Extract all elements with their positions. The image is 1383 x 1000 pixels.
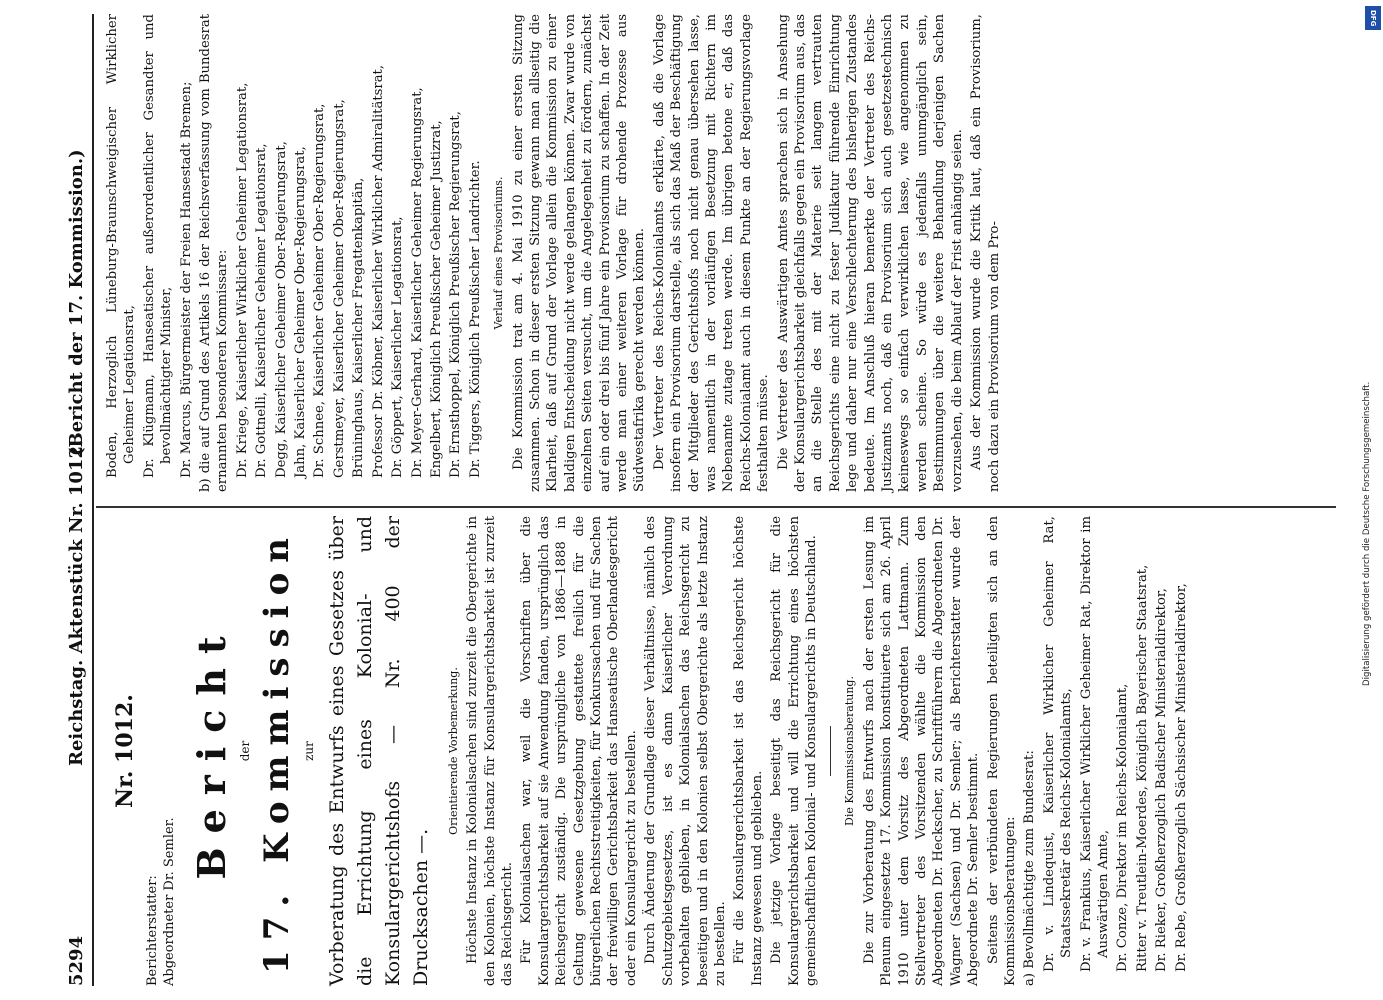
paragraph: Die jetzige Vorlage beseitigt das Reichsgericht für die Konsulargerichtsbarkeit und will die Errichtung eines höchsten gemeinschaftlichen Kolonial- und Konsulargerichts in Deutschland. <box>769 516 819 986</box>
list-heading: a) Bevollmächtigte zum Bundesrat: <box>1022 750 1038 986</box>
bericht-heading: Bericht <box>188 622 234 880</box>
paragraph: Seitens der verbündeten Regierungen beteiligten sich an den Kommissionsberatungen: <box>985 516 1018 986</box>
list-item: Dr. v. Lindequist, Kaiserlicher Wirklicher Geheimer Rat, Staatssekretär des Reichs-Kolonialamts, <box>1041 516 1075 972</box>
paragraph: Die Vertreter des Auswärtigen Amtes sprachen sich in Ansehung der Konsulargerichtsbarkeit gleichfalls gegen ein Provisorium aus, das an die Stelle des mit der Materie seit langem vertrauten Reichsgerichts eine nicht zu fester Judikatur führende Einrichtung lege und daher nur eine Verschlechterung des bisherigen Zustandes bedeute. Im Anschluß hieran bemerkte der Vertreter des Reichs-Justizamts noch, daß ein Provisorium sich auch gesetzestechnisch keineswegs so einfach verwirklichen lasse, wie angenommen zu werden scheine. So würde es jedenfalls unumgänglich sein, Bestimmungen über die weitere Behandlung derjenigen Sachen vorzusehen, die beim Ablauf der Frist anhängig seien. <box>775 14 965 492</box>
paragraph: Für Kolonialsachen war, weil die Vorschriften über die Konsulargerichtsbarkeit auf sie Anwendung fanden, ursprünglich das Reichsgericht zuständig. Die ursprüngliche von 1886—1888 in Geltung gewesene Gesetzgebung gestattete freilich für die bürgerlichen Rechtsstreitigkeiten, für Konkurssachen und für Sachen der freiwilligen Gerichtsbarkeit das Hanseatische Oberlandesgericht oder ein Konsulargericht zu bestellen. <box>519 516 639 986</box>
list-item: Professor Dr. Köbner, Kaiserlicher Wirklicher Admiralitätsrat, <box>370 64 386 478</box>
reporter-label: Berichterstatter: <box>145 875 160 986</box>
reporter-name: Abgeordneter Dr. Semler. <box>162 817 178 986</box>
list-item: Dr. Schnee, Kaiserlicher Geheimer Ober-Regierungsrat, <box>312 103 328 478</box>
list-item: Dr. Gottnelli, Kaiserlicher Geheimer Legationsrat, <box>254 143 270 478</box>
list-item: Dr. Göppert, Kaiserlicher Legationsrat, <box>390 216 406 478</box>
document-number: Nr. 1012. <box>112 694 138 808</box>
running-head: (Bericht der 17. Kommission.) <box>66 149 87 456</box>
section-rule <box>830 726 831 776</box>
list-item: Dr. Ernsthoppel, Königlich Preußischer Regierungsrat, <box>448 111 464 478</box>
header-rule <box>92 14 94 986</box>
list-item: Boden, Herzoglich Lüneburg-Braunschweigischer Wirklicher Geheimer Legationsrat, <box>105 14 138 478</box>
page-header <box>66 14 92 986</box>
list-item: Dr. v. Frankius, Kaiserlicher Wirklicher Geheimer Rat, Direktor im Auswärtigen Amte, <box>1078 516 1112 972</box>
deliberation-heading: Die Kommissionsberatung. <box>843 676 857 826</box>
digitization-credit: Digitalisierung gefördert durch die Deutsche Forschungsgemeinschaft. <box>1362 381 1372 686</box>
paragraph: Höchste Instanz in Kolonialsachen sind zurzeit die Obergerichte in den Kolonien, höchste Instanz für Konsulargerichtsbarkeit ist zurzeit das Reichsgericht. <box>465 516 516 986</box>
page-number: 5294 <box>66 935 87 986</box>
list-item: Degg, Kaiserlicher Geheimer Ober-Regierungsrat, <box>273 141 289 478</box>
paragraph: Die zur Vorberatung des Entwurfs nach der ersten Lesung im Plenum eingesetzte 17. Kommission konstituierte sich am 26. April 1910 unter dem Vorsitz des Abgeordneten Lattmann. Zum Stellvertreter des Vorsitzenden wählte die Kommission den Abgeordneten Dr. Heckscher, zu Schriftführern die Abgeordneten Dr. Wagner (Sachsen) und Dr. Semler; als Berichterstatter wurde der Abgeordnete Dr. Semler bestimmt. <box>861 516 982 986</box>
zur-label: zur <box>301 741 316 761</box>
list-item: Dr. Kriege, Kaiserlicher Wirklicher Geheimer Legationsrat, <box>234 82 250 478</box>
document-title: Reichstag. Aktenstück Nr. 1012. <box>66 439 87 766</box>
list-item: Dr. Rebe, Großherzoglich Sächsischer Ministerialdirektor, <box>1173 583 1189 972</box>
column-divider <box>96 506 1336 508</box>
right-column <box>104 14 1005 492</box>
left-column <box>104 516 1192 986</box>
paragraph: Durch Änderung der Grundlage dieser Verhältnisse, nämlich des Schutzgebietsgesetzes, ist es dann Kaiserlicher Verordnung vorbehalten geblieben, in Kolonialsachen das Reichsgericht zu beseitigen und in den Kolonien selbst Obergerichte als letzte Instanz zu bestellen. <box>643 516 728 986</box>
der-label: der <box>237 740 252 762</box>
list-item: Engelbert, Königlich Preußischer Geheimer Justizrat, <box>428 120 444 478</box>
list-item: Dr. Rieker, Großherzoglich Badischer Ministerialdirektor, <box>1154 588 1170 972</box>
prelim-heading: Orientierende Vorbemerkung. <box>446 667 460 835</box>
paragraph: Aus der Kommission wurde die Kritik laut, daß ein Provisorium, noch dazu ein Provisorium von dem Pro- <box>969 14 1002 492</box>
list-item: Dr. Meyer-Gerhard, Kaiserlicher Geheimer Regierungsrat, <box>409 87 425 478</box>
list-item: Gerstmeyer, Kaiserlicher Geheimer Ober-Regierungsrat, <box>331 99 347 478</box>
list-item: Jahn, Kaiserlicher Geheimer Ober-Regierungsrat, <box>293 146 309 478</box>
list-item: Dr. Conze, Direktor im Reichs-Kolonialamt, <box>1115 683 1131 972</box>
provisorium-heading: Verlauf eines Provisoriums. <box>492 176 506 330</box>
list-item: Dr. Marcus, Bürgermeister der Freien Hansestadt Bremen; <box>178 81 194 478</box>
dfg-logo: DFG <box>1365 6 1381 30</box>
list-item: Dr. Klügmann, Hanseatischer außerordentlicher Gesandter und bevollmächtigter Minister, <box>141 14 175 478</box>
paragraph: Die Kommission trat am 4. Mai 1910 zu einer ersten Sitzung zusammen. Schon in dieser ersten Sitzung gewann man allseitig die Klarheit, daß auf Grund der Vorlage allein die Kommission zu einer baldigen Entscheidung nicht werde gelangen können. Zwar wurde von einzelnen Seiten versucht, um die Angelegenheit zu fördern, zunächst auf ein oder drei bis fünf Jahre ein Provisorium zu schaffen. In der Zeit werde man einer weiteren Vorlage für drohende Prozesse aus Südwestafrika gerecht werden können. <box>510 14 648 492</box>
list-item: Brüninghaus, Kaiserlicher Fregattenkapitän, <box>351 177 367 478</box>
report-subject: Vorberatung des Entwurfs eines Gesetzes über die Errichtung eines Kolonial- und Konsulargerichtshofs — Nr. 400 der Drucksachen —. <box>325 516 432 986</box>
paragraph: Für die Konsulargerichtsbarkeit ist das Reichsgericht höchste Instanz gewesen und geblieben. <box>732 516 765 986</box>
kommission-heading: 17. Kommission <box>256 528 297 974</box>
list-heading: b) die auf Grund des Artikels 16 der Reichsverfassung vom Bundesrat ernannten besonderen Kommissare: <box>198 14 231 492</box>
list-item: Dr. Tiggers, Königlich Preußischer Landrichter. <box>467 160 483 478</box>
paragraph: Der Vertreter des Reichs-Kolonialamts erklärte, daß die Vorlage insofern ein Provisorium darstelle, als sich das Maß der Beschäftigung der Mitglieder des Gerichtshofs noch nicht genau übersehen lasse, was namentlich in der vorläufigen Besetzung mit Richtern im Nebenamte zutage treten werde. Im übrigen betone er, daß das Reichs-Kolonialamt auch in diesem Punkte an der Regierungsvorlage festhalten müsse. <box>651 14 772 492</box>
list-item: Ritter v. Treutlein-Moerdes, Königlich Bayerischer Staatsrat, <box>1134 564 1150 972</box>
